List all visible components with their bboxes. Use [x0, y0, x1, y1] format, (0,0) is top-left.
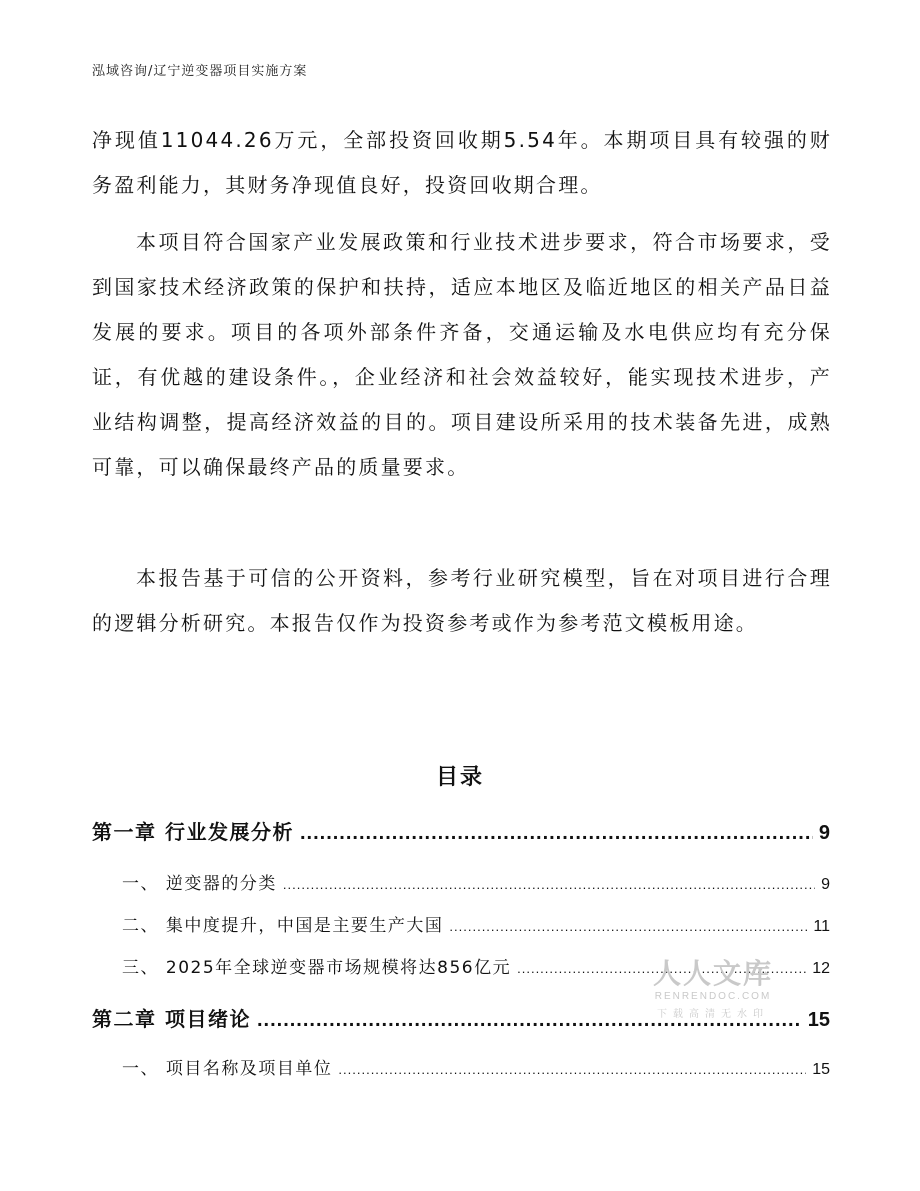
toc-entry-page: 15: [812, 1061, 830, 1078]
toc-entry-label: 三、 2025年全球逆变器市场规模将达856亿元: [122, 958, 512, 978]
watermark-subtitle: 下载高清无水印: [657, 1009, 769, 1020]
toc-entry-page: 9: [821, 876, 830, 893]
toc-entry-chapter-1[interactable]: [92, 816, 830, 845]
toc-entry-section[interactable]: [122, 869, 830, 894]
toc-entry-label: 一、 项目名称及项目单位: [122, 1059, 333, 1079]
page-header: 泓域咨询/辽宁逆变器项目实施方案: [92, 64, 308, 79]
paragraph-2: 本项目符合国家产业发展政策和行业技术进步要求，符合市场要求，受到国家技术经济政策的保护和扶持，适应本地区及临近地区的相关产品日益发展的要求。项目的各项外部条件齐备，交通运输及水电供应均有充分保证，有优越的建设条件。，企业经济和社会效益较好，能实现技术进步，产业结构调整，提高经济效益的目的。项目建设所采用的技术装备先进，成熟可靠，可以确保最终产品的质量要求。: [92, 230, 832, 479]
toc-entry-label: 一、 逆变器的分类: [122, 874, 277, 894]
toc-title: 目录: [435, 765, 484, 790]
toc-leader-dots: [300, 822, 813, 845]
toc-entry-page: 15: [807, 1009, 830, 1031]
watermark-domain: RENRENDOC.COM: [654, 991, 772, 1002]
toc-leader-dots: [338, 1062, 806, 1077]
watermark: [648, 958, 778, 1022]
toc-entry-section[interactable]: [122, 911, 830, 936]
toc-entry-page: 11: [813, 918, 830, 935]
toc-entry-label: 第一章 行业发展分析: [92, 820, 294, 844]
toc-entry-section[interactable]: [122, 1054, 830, 1079]
toc-entry-label: 第二章 项目绪论: [92, 1007, 251, 1031]
toc-entry-label: 二、 集中度提升，中国是主要生产大国: [122, 916, 444, 936]
watermark-logo-text: 人人文库: [652, 957, 773, 990]
toc-entry-page: 9: [818, 822, 830, 844]
toc-leader-dots: [449, 919, 807, 934]
toc-entry-page: 12: [812, 960, 830, 977]
paragraph-1: 净现值11044.26万元，全部投资回收期5.54年。本期项目具有较强的财务盈利能力，其财务净现值良好，投资回收期合理。: [92, 128, 832, 197]
toc-leader-dots: [283, 877, 815, 892]
paragraph-3: 本报告基于可信的公开资料，参考行业研究模型，旨在对项目进行合理的逻辑分析研究。本报告仅作为投资参考或作为参考范文模板用途。: [92, 566, 832, 635]
